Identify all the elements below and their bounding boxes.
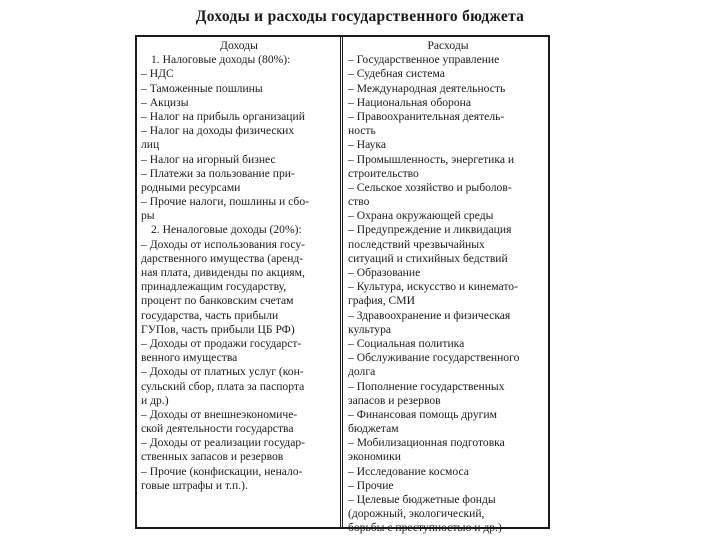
income-line: – Прочие налоги, пошлины и сбо- xyxy=(141,195,309,209)
expenses-line: – Предупреждение и ликвидация xyxy=(348,223,512,237)
income-line: ственных запасов и резервов xyxy=(141,450,284,464)
expenses-line: – Национальная оборона xyxy=(348,95,471,109)
income-line: 1. Налоговые доходы (80%): xyxy=(151,53,291,67)
income-line: процент по банковским счетам xyxy=(141,294,294,308)
income-line: государства, часть прибыли xyxy=(141,308,279,322)
income-list xyxy=(141,53,337,493)
expenses-line: – Прочие xyxy=(348,478,394,492)
expenses-line: – Исследование космоса xyxy=(348,464,469,478)
expenses-line: – Социальная политика xyxy=(348,336,465,350)
expenses-line: запасов и резервов xyxy=(348,393,441,407)
expenses-line: последствий чрезвычайных xyxy=(348,237,485,251)
expenses-line: – Наука xyxy=(348,138,387,152)
expenses-column xyxy=(348,39,548,536)
income-line: родными ресурсами xyxy=(141,180,241,194)
expenses-line: – Охрана окружающей среды xyxy=(348,209,494,223)
income-column xyxy=(141,39,337,493)
expenses-line: бюджетам xyxy=(348,422,399,436)
expenses-line: – Целевые бюджетные фонды xyxy=(348,493,496,506)
expenses-line: – Финансовая помощь другим xyxy=(348,407,497,421)
income-line: сульский сбор, плата за паспорта xyxy=(141,379,305,393)
expenses-line: графия, СМИ xyxy=(348,294,415,308)
income-line: – Доходы от использования госу- xyxy=(141,237,306,251)
income-line: – НДС xyxy=(141,67,174,81)
income-line: и др.) xyxy=(141,393,169,407)
expenses-line: – Судебная система xyxy=(348,67,445,81)
expenses-line: – Сельское хозяйство и рыболов- xyxy=(348,180,512,194)
expenses-line: (дорожный, экологический, xyxy=(348,507,485,521)
income-line: – Акцизы xyxy=(141,95,189,109)
income-line: – Таможенные пошлины xyxy=(141,81,263,95)
expenses-line: – Промышленность, энергетика и xyxy=(348,152,515,166)
expenses-line: – Культура, искусство и кинемато- xyxy=(348,280,518,294)
income-line: дарственного имущества (аренд- xyxy=(141,251,304,265)
income-line: принадлежащим государству, xyxy=(141,280,287,294)
income-line: ской деятельности государства xyxy=(141,422,294,436)
expenses-line: – Международная деятельность xyxy=(348,81,506,95)
expenses-line: строительство xyxy=(348,166,419,180)
income-line: – Доходы от продажи государст- xyxy=(141,336,302,350)
income-line: венного имущества xyxy=(141,351,238,365)
expenses-line: долга xyxy=(348,365,376,379)
income-line: ГУПов, часть прибыли ЦБ РФ) xyxy=(141,322,295,336)
income-line: – Налог на доходы физических xyxy=(141,124,295,138)
expenses-line: – Правоохранительная деятель- xyxy=(348,109,505,123)
income-line: 2. Неналоговые доходы (20%): xyxy=(151,223,302,237)
income-header: Доходы xyxy=(220,39,258,52)
expenses-line: – Пополнение государственных xyxy=(348,379,505,393)
expenses-line: – Мобилизационная подготовка xyxy=(348,436,505,450)
income-line: – Доходы от реализации государ- xyxy=(141,436,305,450)
income-line: – Налог на прибыль организаций xyxy=(141,109,305,123)
expenses-line: борьбы с преступностью и др.) xyxy=(348,521,502,535)
expenses-line: ство xyxy=(348,195,370,209)
column-divider xyxy=(340,37,343,527)
income-line: – Прочие (конфискации, ненало- xyxy=(141,464,303,478)
expenses-line: ситуаций и стихийных бедствий xyxy=(348,251,508,265)
income-line: – Налог на игорный бизнес xyxy=(141,152,276,166)
expenses-line: экономики xyxy=(348,450,401,464)
income-line: ры xyxy=(141,209,155,223)
expenses-line: – Обслуживание государственного xyxy=(348,351,520,365)
expenses-line: ность xyxy=(348,124,376,138)
expenses-line: культура xyxy=(348,322,392,336)
income-line: лиц xyxy=(141,138,160,152)
expenses-header: Расходы xyxy=(427,39,469,52)
expenses-line: – Государственное управление xyxy=(348,53,500,67)
income-line: – Платежи за пользование при- xyxy=(141,166,295,180)
expenses-list xyxy=(348,53,548,535)
expenses-line: – Образование xyxy=(348,266,421,279)
income-line: – Доходы от внешнеэкономиче- xyxy=(141,407,298,421)
page-title: Доходы и расходы государственного бюджета xyxy=(195,8,525,25)
expenses-line: – Здравоохранение и физическая xyxy=(348,308,511,322)
income-line: говые штрафы и т.п.). xyxy=(141,478,248,492)
income-line: ная плата, дивиденды по акциям, xyxy=(141,266,305,279)
budget-table xyxy=(135,35,550,535)
income-line: – Доходы от платных услуг (кон- xyxy=(141,365,304,379)
